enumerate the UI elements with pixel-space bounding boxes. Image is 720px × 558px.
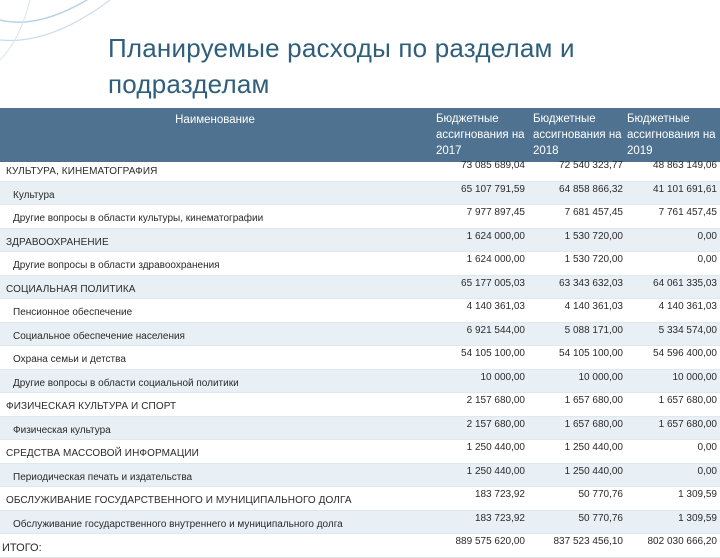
- value-2019: 4 140 361,03: [658, 301, 717, 312]
- value-2019: 1 309,59: [678, 512, 717, 524]
- row-label: Обслуживание государственного внутреннего и муниципального долга: [13, 518, 343, 530]
- row-label: Другие вопросы в области здравоохранения: [13, 260, 220, 271]
- row-label: ЗДРАВООХРАНЕНИЕ: [6, 236, 109, 248]
- value-2017: 183 723,92: [474, 489, 525, 500]
- value-2018: 1 530 720,00: [564, 230, 623, 242]
- total-row: [0, 534, 720, 558]
- table-row: [0, 323, 720, 347]
- table-row: [0, 205, 720, 229]
- row-label: ФИЗИЧЕСКАЯ КУЛЬТУРА И СПОРТ: [6, 401, 177, 412]
- total-2018: 837 523 456,10: [553, 536, 623, 547]
- value-2017: 1 250 440,00: [466, 465, 525, 477]
- table-row: [0, 440, 720, 464]
- value-2019: 54 596 400,00: [653, 348, 717, 359]
- table-row: [0, 464, 720, 488]
- total-2017: 889 575 620,00: [455, 536, 525, 547]
- table-row: [0, 487, 720, 511]
- value-2018: 64 858 866,32: [559, 183, 623, 195]
- row-label: СРЕДСТВА МАССОВОЙ ИНФОРМАЦИИ: [6, 448, 199, 459]
- table-row: [0, 276, 720, 300]
- table-row: [0, 370, 720, 394]
- row-label: Физическая культура: [13, 424, 111, 436]
- header-2019: Бюджетные ассигнования на 2019: [627, 113, 716, 157]
- table-row: [0, 511, 720, 535]
- row-label: СОЦИАЛЬНАЯ ПОЛИТИКА: [6, 283, 136, 295]
- value-2017: 1 624 000,00: [466, 230, 525, 242]
- value-2019: 1 657 680,00: [658, 418, 717, 430]
- value-2019: 1 309,59: [678, 489, 717, 500]
- row-label: Охрана семьи и детства: [13, 354, 126, 365]
- value-2017: 65 177 005,03: [461, 277, 525, 289]
- row-label: Другие вопросы в области культуры, кинематографии: [13, 213, 264, 224]
- value-2017: 1 250 440,00: [466, 442, 525, 453]
- value-2018: 1 530 720,00: [564, 254, 623, 265]
- value-2019: 0,00: [697, 254, 717, 265]
- row-label: Культура: [13, 189, 55, 201]
- header-name: Наименование: [175, 114, 255, 126]
- value-2018: 50 770,76: [578, 512, 623, 524]
- decorative-curves: [0, 0, 110, 110]
- value-2017: 54 105 100,00: [461, 348, 525, 359]
- value-2017: 73 085 689,04: [461, 160, 525, 171]
- value-2017: 2 157 680,00: [466, 418, 525, 430]
- value-2018: 63 343 632,03: [559, 277, 623, 289]
- value-2018: 50 770,76: [578, 489, 623, 500]
- value-2019: 41 101 691,61: [653, 183, 717, 195]
- value-2018: 4 140 361,03: [564, 301, 623, 312]
- table-header: [0, 108, 720, 162]
- value-2018: 1 250 440,00: [564, 465, 623, 477]
- row-label: Пенсионное обеспечение: [13, 307, 133, 318]
- value-2019: 0,00: [697, 465, 717, 477]
- table-row: [0, 299, 720, 323]
- value-2017: 1 624 000,00: [466, 254, 525, 265]
- value-2018: 7 681 457,45: [564, 207, 623, 218]
- value-2017: 7 977 897,45: [466, 207, 525, 218]
- value-2018: 1 657 680,00: [564, 418, 623, 430]
- value-2018: 54 105 100,00: [559, 348, 623, 359]
- value-2019: 1 657 680,00: [658, 395, 717, 406]
- value-2019: 10 000,00: [672, 371, 717, 383]
- row-label: Другие вопросы в области социальной политики: [13, 377, 239, 389]
- budget-table: [0, 158, 720, 558]
- value-2019: 5 334 574,00: [658, 324, 717, 336]
- value-2018: 1 657 680,00: [564, 395, 623, 406]
- table-row: [0, 346, 720, 370]
- table-row: [0, 252, 720, 276]
- table-row: [0, 229, 720, 253]
- table-row: [0, 393, 720, 417]
- total-2019: 802 030 666,20: [647, 536, 717, 547]
- value-2018: 10 000,00: [578, 371, 623, 383]
- row-label: КУЛЬТУРА, КИНЕМАТОГРАФИЯ: [6, 166, 158, 177]
- page-title: Планируемые расходы по разделам и подразделам: [108, 33, 575, 99]
- table-row: [0, 417, 720, 441]
- table-row: [0, 182, 720, 206]
- value-2019: 48 863 149,06: [653, 160, 717, 171]
- header-2017: Бюджетные ассигнования на 2017: [436, 113, 525, 157]
- value-2017: 10 000,00: [480, 371, 525, 383]
- header-2018: Бюджетные ассигнования на 2018: [533, 113, 622, 157]
- value-2019: 7 761 457,45: [658, 207, 717, 218]
- table-row: [0, 158, 720, 182]
- row-label: Периодическая печать и издательства: [13, 471, 193, 483]
- value-2017: 4 140 361,03: [466, 301, 525, 312]
- value-2019: 0,00: [697, 442, 717, 453]
- value-2018: 1 250 440,00: [564, 442, 623, 453]
- value-2019: 64 061 335,03: [653, 277, 717, 289]
- value-2018: 72 540 323,77: [559, 160, 623, 171]
- row-label: ОБСЛУЖИВАНИЕ ГОСУДАРСТВЕННОГО И МУНИЦИПАЛЬНОГО ДОЛГА: [6, 495, 352, 506]
- value-2017: 65 107 791,59: [461, 183, 525, 195]
- value-2019: 0,00: [697, 230, 717, 242]
- row-label: Социальное обеспечение населения: [13, 330, 185, 342]
- value-2017: 2 157 680,00: [466, 395, 525, 406]
- value-2018: 5 088 171,00: [564, 324, 623, 336]
- total-label: ИТОГО:: [2, 542, 42, 554]
- value-2017: 6 921 544,00: [466, 324, 525, 336]
- value-2017: 183 723,92: [474, 512, 525, 524]
